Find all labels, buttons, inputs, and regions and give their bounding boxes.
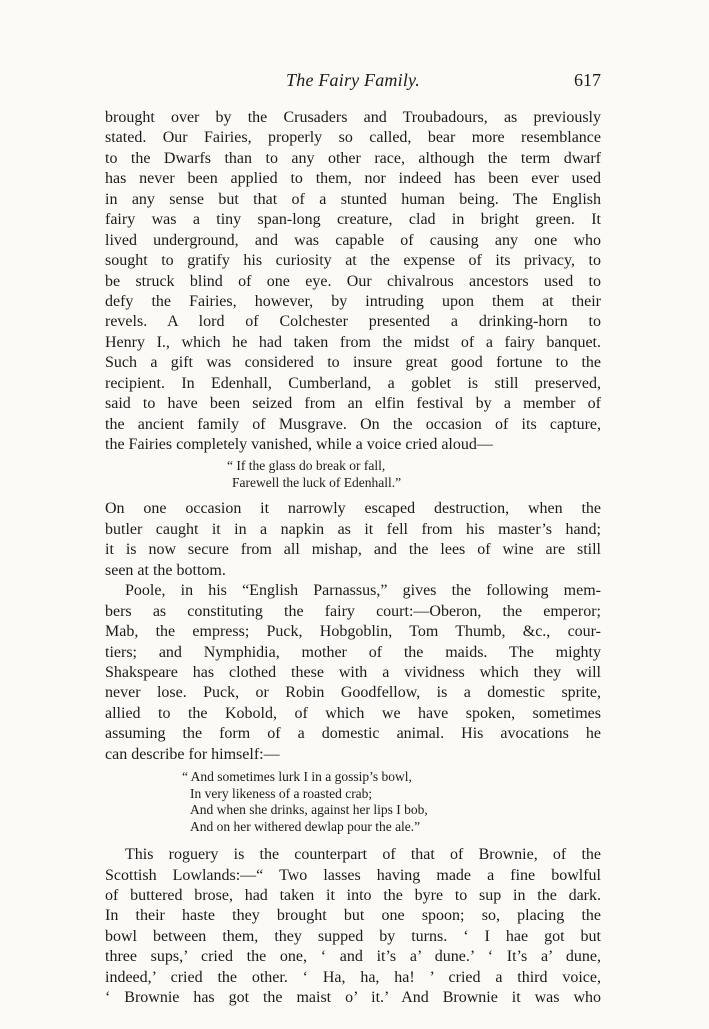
text-line: bers as constituting the fairy court:—Oberon, the emperor; xyxy=(105,602,601,620)
text-line: can describe for himself:— xyxy=(105,745,280,763)
text-line: tiers; and Nymphidia, mother of the maids. The mighty xyxy=(105,643,601,661)
verse-line: “ And sometimes lurk I in a gossip’s bowl, xyxy=(182,769,412,785)
verse-line: And when she drinks, against her lips I bob, xyxy=(190,802,428,818)
text-line: to the Dwarfs than to any other race, although the term dwarf xyxy=(105,149,601,167)
text-line: the Fairies completely vanished, while a voice cried aloud— xyxy=(105,436,493,453)
running-title: The Fairy Family. xyxy=(286,70,420,90)
text-line: Scottish Lowlands:—“ Two lasses having made a fine bowlful xyxy=(105,866,601,884)
paragraph-4 xyxy=(105,845,601,1009)
paragraph-1 xyxy=(105,108,601,455)
text-line: bowl between them, they supped by turns. ‘ I hae got but xyxy=(105,927,601,945)
text-line: be struck blind of one eye. Our chivalrous ancestors used to xyxy=(105,272,601,290)
text-line: Shakspeare has clothed these with a vividness which they will xyxy=(105,663,601,681)
text-line: assuming the form of a domestic animal. His avocations he xyxy=(105,725,601,743)
text-line: brought over by the Crusaders and Troubadours, as previously xyxy=(105,109,601,126)
text-line: butler caught it in a napkin as it fell from his master’s hand; xyxy=(105,520,601,538)
text-line: sought to gratify his curiosity at the expense of its privacy, to xyxy=(105,252,601,270)
text-line: Henry I., which he had taken from the midst of a fairy banquet. xyxy=(105,333,601,351)
page-body xyxy=(105,108,601,1009)
paragraph-3 xyxy=(105,581,601,765)
text-line: seen at the bottom. xyxy=(105,561,226,579)
page-header xyxy=(105,70,601,98)
verse-line: Farewell the luck of Edenhall.” xyxy=(232,474,402,490)
text-line: Such a gift was considered to insure great good fortune to the xyxy=(105,354,601,372)
text-line: has never been applied to them, nor indeed has been ever used xyxy=(105,170,601,188)
text-line: Mab, the empress; Puck, Hobgoblin, Tom Thumb, &c., cour- xyxy=(105,623,601,641)
text-line: in any sense but that of a stunted human being. The English xyxy=(105,190,601,208)
text-line: Poole, in his “English Parnassus,” gives the following mem- xyxy=(125,582,601,600)
text-line: revels. A lord of Colchester presented a drinking-horn to xyxy=(105,313,601,331)
text-line: ‘ Brownie has got the maist o’ it.’ And Brownie it was who xyxy=(105,989,601,1007)
text-line: of buttered brose, had taken it into the byre to sup in the dark. xyxy=(105,887,601,904)
verse-line: In very likeness of a roasted crab; xyxy=(190,785,373,801)
text-line: recipient. In Edenhall, Cumberland, a goblet is still preserved, xyxy=(105,374,601,392)
verse-line: “ If the glass do break or fall, xyxy=(227,458,386,474)
paragraph-2 xyxy=(105,499,601,581)
text-line: three sups,’ cried the one, ‘ and it’s a’ dune.’ ‘ It’s a’ dune, xyxy=(105,948,601,966)
text-line: said to have been seized from an elfin festival by a member of xyxy=(105,395,601,413)
text-line: fairy was a tiny span-long creature, clad in bright green. It xyxy=(105,211,601,229)
page-number: 617 xyxy=(574,70,601,90)
verse-quote-puck xyxy=(105,769,601,835)
verse-line: And on her withered dewlap pour the ale.” xyxy=(190,818,421,834)
verse-quote-edenhall xyxy=(105,458,601,491)
text-line: lived underground, and was capable of causing any one who xyxy=(105,231,601,249)
text-line: stated. Our Fairies, properly so called, bear more resemblance xyxy=(105,129,601,147)
text-line: On one occasion it narrowly escaped destruction, when the xyxy=(105,500,601,518)
text-line: indeed,’ cried the other. ‘ Ha, ha, ha! ’ cried a third voice, xyxy=(105,968,601,986)
text-line: In their haste they brought but one spoon; so, placing the xyxy=(105,907,601,925)
text-line: allied to the Kobold, of which we have spoken, sometimes xyxy=(105,704,601,722)
text-line: defy the Fairies, however, by intruding upon them at their xyxy=(105,292,601,310)
text-line: never lose. Puck, or Robin Goodfellow, is a domestic sprite, xyxy=(105,684,601,702)
text-line: This roguery is the counterpart of that of Brownie, of the xyxy=(125,846,601,864)
text-line: it is now secure from all mishap, and the lees of wine are still xyxy=(105,541,601,559)
text-line: the ancient family of Musgrave. On the occasion of its capture, xyxy=(105,415,601,433)
